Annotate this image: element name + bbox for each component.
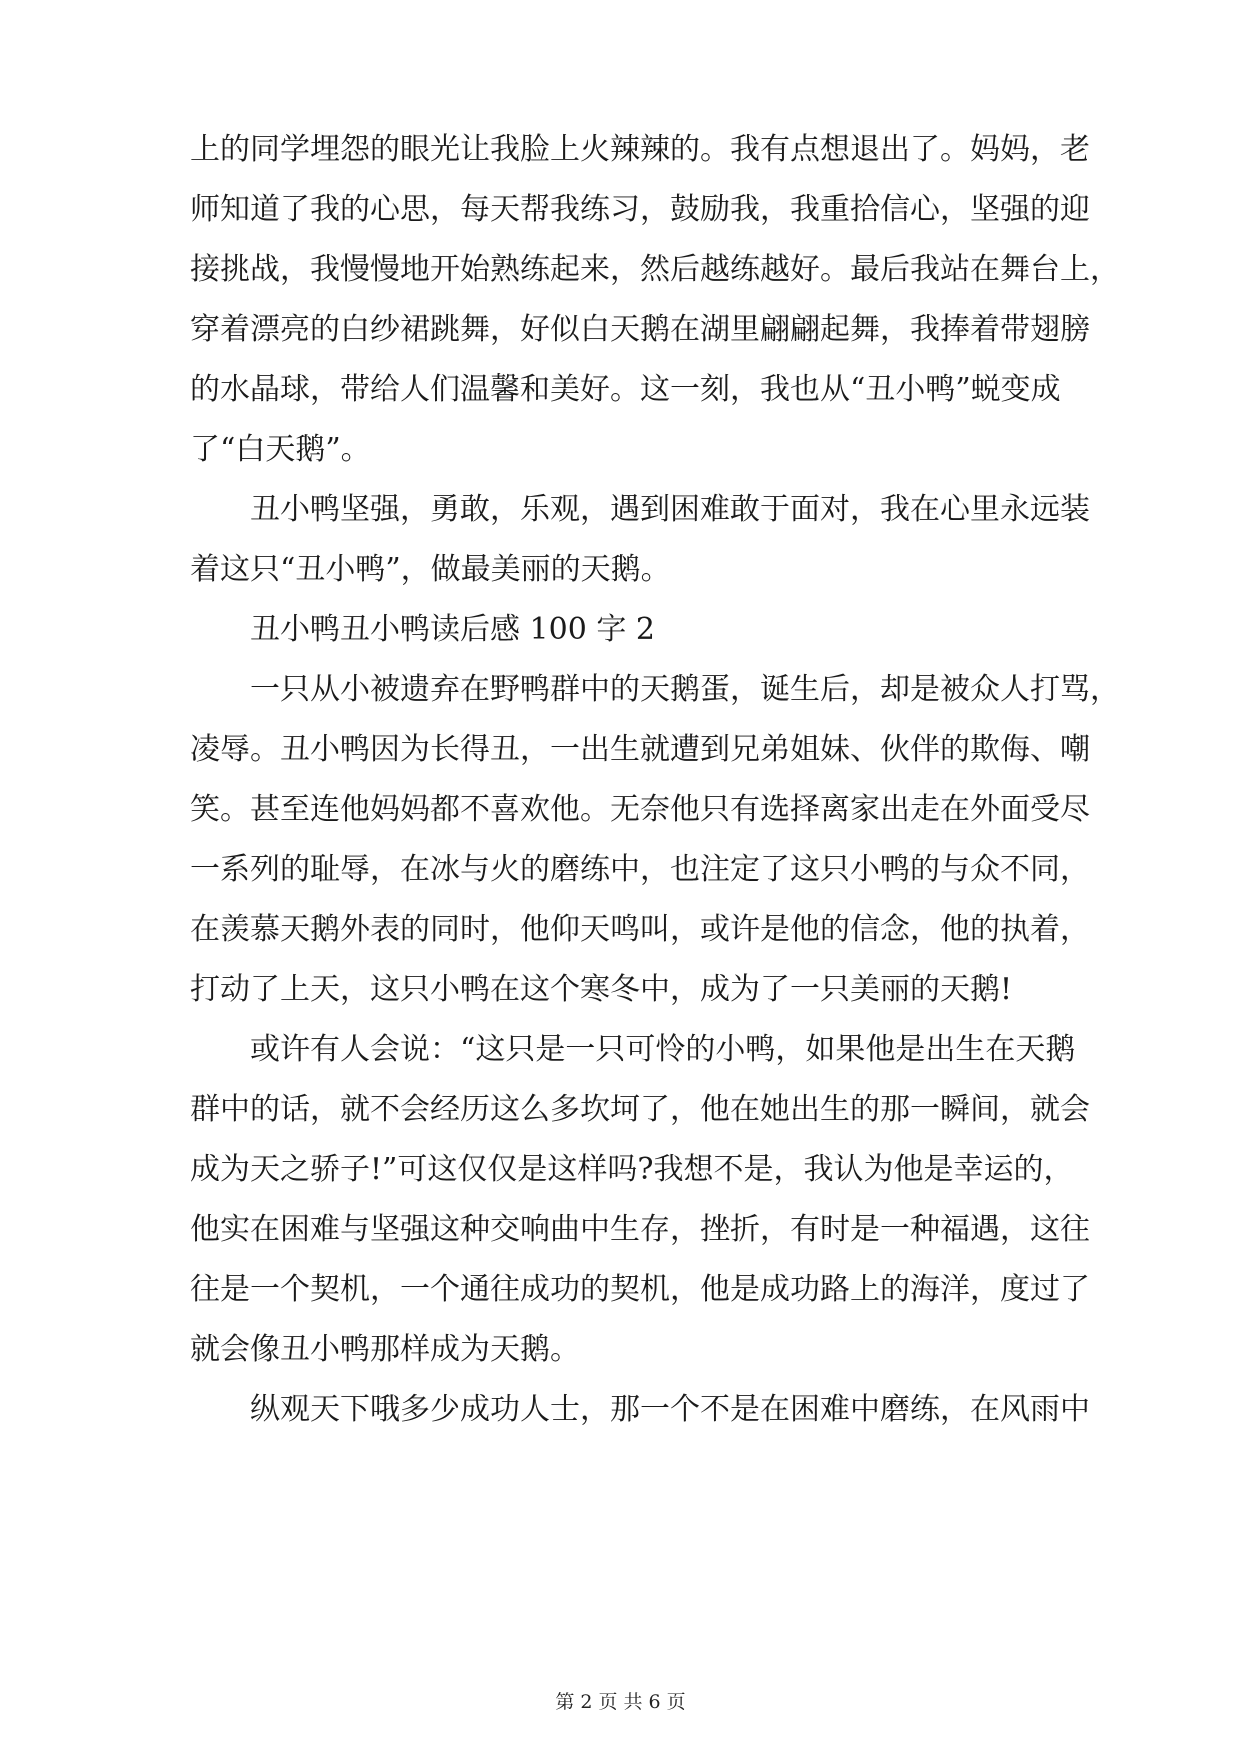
- paragraph-line: 在羡慕天鹅外表的同时，他仰天鸣叫，或许是他的信念，他的执着，: [190, 912, 1090, 947]
- page-footer: 第 2 页 共 6 页: [555, 1691, 686, 1713]
- paragraph-line: 接挑战，我慢慢地开始熟练起来，然后越练越好。最后我站在舞台上，: [190, 252, 1120, 287]
- paragraph-line: 他实在困难与坚强这种交响曲中生存，挫折，有时是一种福遇，这往: [190, 1212, 1090, 1247]
- section-heading: 丑小鸭丑小鸭读后感 100 字 2: [250, 612, 655, 647]
- paragraph-line: 的水晶球，带给人们温馨和美好。这一刻，我也从“丑小鸭”蜕变成: [190, 372, 1061, 407]
- paragraph-line: 着这只“丑小鸭”，做最美丽的天鹅。: [190, 552, 671, 587]
- paragraph-line: 了“白天鹅”。: [190, 432, 371, 467]
- paragraph-line: 群中的话，就不会经历这么多坎坷了，他在她出生的那一瞬间，就会: [190, 1092, 1090, 1127]
- paragraph-line: 凌辱。丑小鸭因为长得丑，一出生就遭到兄弟姐妹、伙伴的欺侮、嘲: [190, 732, 1090, 767]
- paragraph-line: 穿着漂亮的白纱裙跳舞，好似白天鹅在湖里翩翩起舞，我捧着带翅膀: [190, 312, 1090, 347]
- paragraph-line: 打动了上天，这只小鸭在这个寒冬中，成为了一只美丽的天鹅!: [190, 972, 1013, 1007]
- paragraph-line: 一只从小被遗弃在野鸭群中的天鹅蛋，诞生后，却是被众人打骂，: [250, 672, 1120, 707]
- paragraph-line: 上的同学埋怨的眼光让我脸上火辣辣的。我有点想退出了。妈妈，老: [190, 132, 1090, 167]
- paragraph-line: 笑。甚至连他妈妈都不喜欢他。无奈他只有选择离家出走在外面受尽: [190, 792, 1090, 827]
- paragraph-line: 纵观天下哦多少成功人士，那一个不是在困难中磨练，在风雨中: [250, 1392, 1090, 1427]
- paragraph-line: 就会像丑小鸭那样成为天鹅。: [190, 1332, 580, 1367]
- paragraph-line: 成为天之骄子!”可这仅仅是这样吗?我想不是，我认为他是幸运的，: [190, 1152, 1074, 1187]
- paragraph-line: 往是一个契机，一个通往成功的契机，他是成功路上的海洋，度过了: [190, 1272, 1090, 1307]
- paragraph-line: 或许有人会说：“这只是一只可怜的小鸭，如果他是出生在天鹅: [250, 1032, 1076, 1067]
- paragraph-line: 丑小鸭坚强，勇敢，乐观，遇到困难敢于面对，我在心里永远装: [250, 492, 1090, 527]
- paragraph-line: 一系列的耻辱，在冰与火的磨练中，也注定了这只小鸭的与众不同，: [190, 852, 1090, 887]
- paragraph-line: 师知道了我的心思，每天帮我练习，鼓励我，我重拾信心，坚强的迎: [190, 192, 1090, 227]
